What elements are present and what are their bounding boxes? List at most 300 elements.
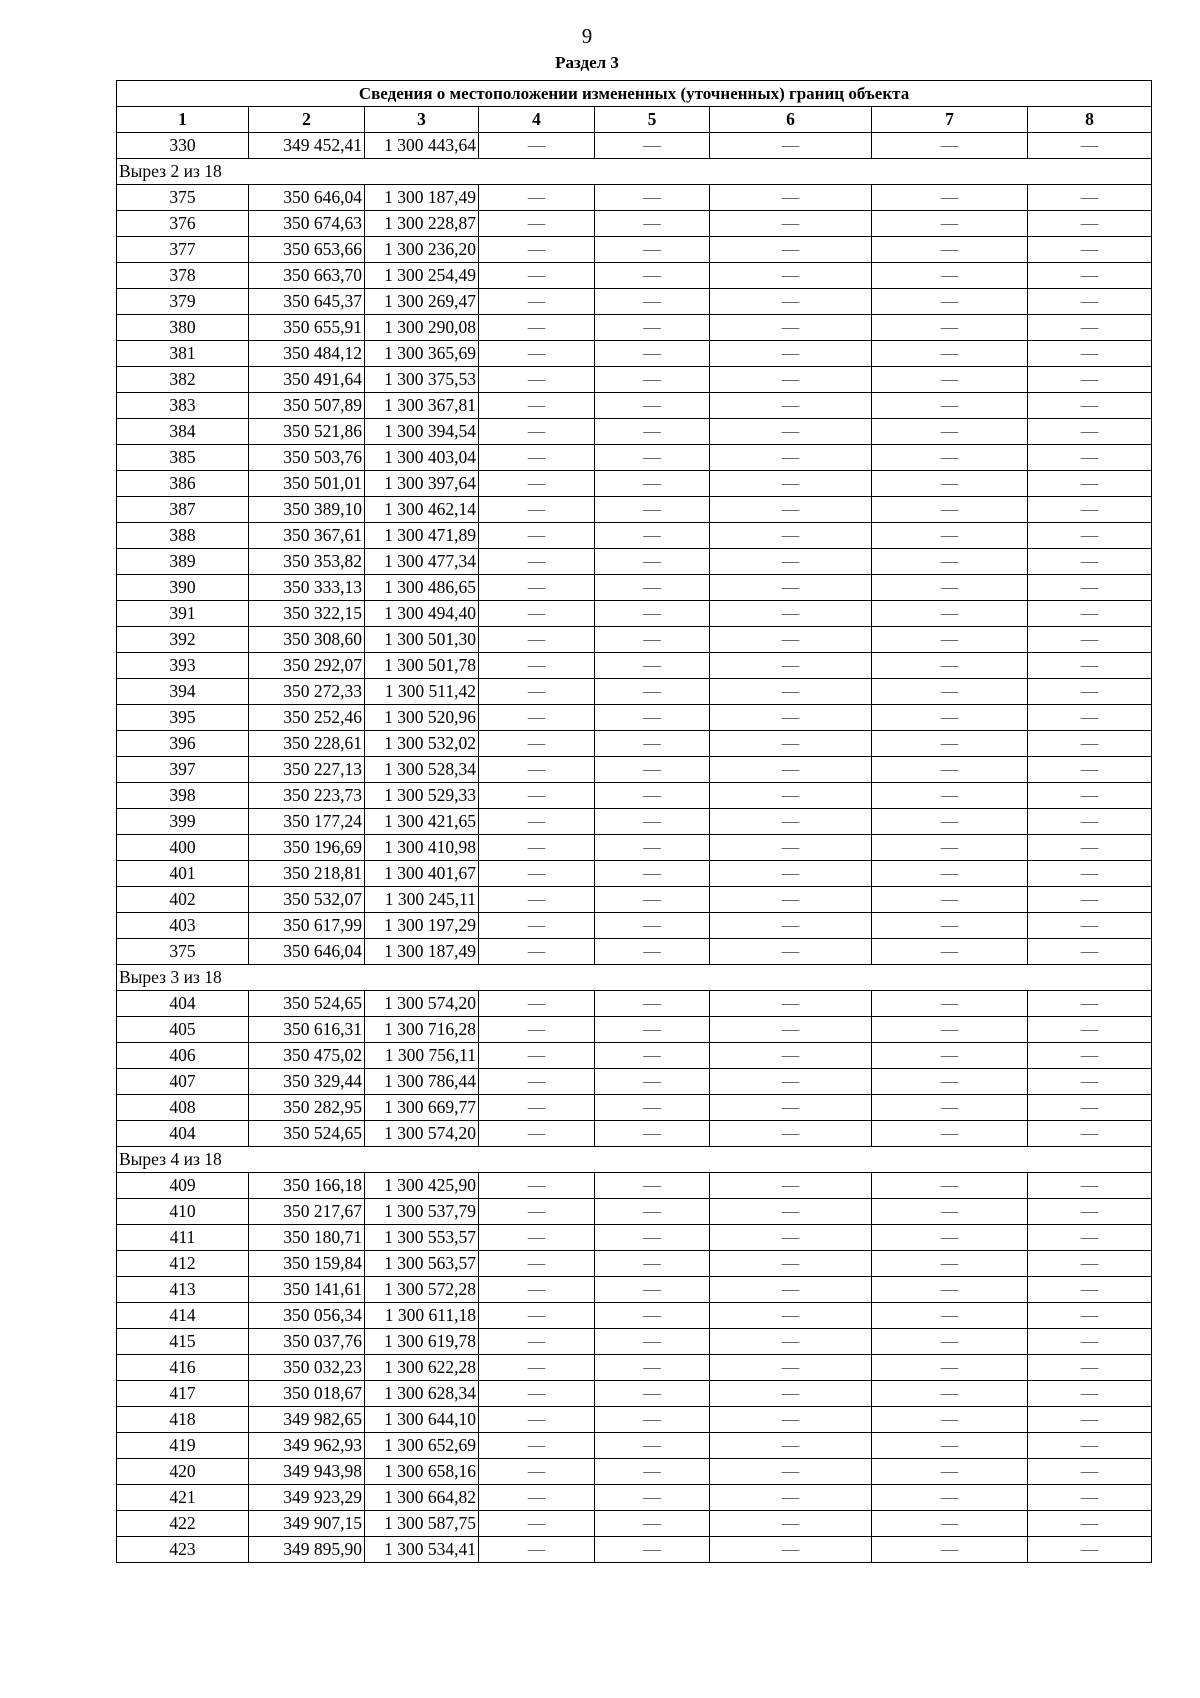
dash-mark: — [940, 1227, 959, 1247]
dash-mark: — [781, 447, 800, 467]
x-coordinate-cell: 350 227,13 [249, 757, 365, 783]
dash-mark: — [527, 681, 546, 701]
dash-mark: — [527, 1071, 546, 1091]
empty-value-cell [479, 419, 595, 445]
empty-value-cell [872, 315, 1028, 341]
dash-mark: — [643, 681, 661, 701]
y-coordinate-cell: 1 300 410,98 [365, 835, 479, 861]
point-number-cell: 409 [117, 1173, 249, 1199]
y-coordinate-cell: 1 300 664,82 [365, 1485, 479, 1511]
empty-value-cell [872, 1303, 1028, 1329]
table-row [117, 679, 1152, 705]
dash-mark: — [940, 1253, 959, 1273]
dash-mark: — [527, 889, 546, 909]
empty-value-cell [872, 185, 1028, 211]
dash-mark: — [1080, 1253, 1099, 1273]
empty-value-cell [479, 783, 595, 809]
dash-mark: — [1080, 187, 1099, 207]
dash-mark: — [1080, 1045, 1099, 1065]
empty-value-cell [710, 627, 872, 653]
empty-value-cell [595, 1017, 710, 1043]
dash-mark: — [527, 941, 546, 961]
dash-mark: — [781, 317, 800, 337]
empty-value-cell [872, 471, 1028, 497]
empty-value-cell [710, 913, 872, 939]
dash-mark: — [527, 655, 546, 675]
table-row [117, 211, 1152, 237]
empty-value-cell [710, 185, 872, 211]
point-number-cell: 377 [117, 237, 249, 263]
empty-value-cell [872, 1069, 1028, 1095]
empty-value-cell [872, 497, 1028, 523]
empty-value-cell [872, 445, 1028, 471]
empty-value-cell [479, 1303, 595, 1329]
table-row [117, 497, 1152, 523]
dash-mark: — [527, 265, 546, 285]
x-coordinate-cell: 350 389,10 [249, 497, 365, 523]
empty-value-cell [479, 497, 595, 523]
dash-mark: — [781, 655, 800, 675]
empty-value-cell [1028, 601, 1152, 627]
empty-value-cell [595, 1381, 710, 1407]
dash-mark: — [1080, 265, 1099, 285]
empty-value-cell [1028, 471, 1152, 497]
point-number-cell: 420 [117, 1459, 249, 1485]
y-coordinate-cell: 1 300 375,53 [365, 367, 479, 393]
dash-mark: — [781, 1357, 800, 1377]
dash-mark: — [643, 1175, 661, 1195]
y-coordinate-cell: 1 300 563,57 [365, 1251, 479, 1277]
empty-value-cell [710, 835, 872, 861]
dash-mark: — [1080, 603, 1099, 623]
dash-mark: — [781, 785, 800, 805]
dash-mark: — [781, 1487, 800, 1507]
empty-value-cell [710, 1173, 872, 1199]
dash-mark: — [527, 1123, 546, 1143]
point-number-cell: 405 [117, 1017, 249, 1043]
empty-value-cell [595, 1095, 710, 1121]
empty-value-cell [479, 1173, 595, 1199]
x-coordinate-cell: 350 663,70 [249, 263, 365, 289]
x-coordinate-cell: 350 272,33 [249, 679, 365, 705]
dash-mark: — [940, 395, 959, 415]
empty-value-cell [710, 1381, 872, 1407]
empty-value-cell [595, 1485, 710, 1511]
dash-mark: — [940, 759, 959, 779]
dash-mark: — [781, 915, 800, 935]
point-number-cell: 422 [117, 1511, 249, 1537]
empty-value-cell [479, 809, 595, 835]
dash-mark: — [781, 1097, 800, 1117]
dash-mark: — [643, 1487, 661, 1507]
dash-mark: — [527, 1227, 546, 1247]
dash-mark: — [781, 681, 800, 701]
empty-value-cell [1028, 289, 1152, 315]
empty-value-cell [479, 211, 595, 237]
dash-mark: — [940, 811, 959, 831]
empty-value-cell [872, 601, 1028, 627]
boundary-coordinates-table [116, 80, 1152, 1563]
table-row [117, 263, 1152, 289]
y-coordinate-cell: 1 300 652,69 [365, 1433, 479, 1459]
y-coordinate-cell: 1 300 574,20 [365, 991, 479, 1017]
empty-value-cell [595, 471, 710, 497]
table-row [117, 133, 1152, 159]
column-header: 1 [117, 107, 249, 133]
empty-value-cell [1028, 185, 1152, 211]
empty-value-cell [710, 341, 872, 367]
empty-value-cell [872, 809, 1028, 835]
empty-value-cell [479, 705, 595, 731]
column-header: 4 [479, 107, 595, 133]
table-row [117, 1511, 1152, 1537]
dash-mark: — [940, 1305, 959, 1325]
dash-mark: — [1080, 291, 1099, 311]
dash-mark: — [781, 733, 800, 753]
point-number-cell: 382 [117, 367, 249, 393]
empty-value-cell [595, 133, 710, 159]
empty-value-cell [1028, 731, 1152, 757]
dash-mark: — [527, 343, 546, 363]
dash-mark: — [781, 187, 800, 207]
table-row [117, 1199, 1152, 1225]
point-number-cell: 384 [117, 419, 249, 445]
dash-mark: — [527, 239, 546, 259]
table-row [117, 315, 1152, 341]
empty-value-cell [479, 263, 595, 289]
dash-mark: — [643, 603, 661, 623]
empty-value-cell [710, 445, 872, 471]
x-coordinate-cell: 349 943,98 [249, 1459, 365, 1485]
empty-value-cell [1028, 1459, 1152, 1485]
dash-mark: — [781, 343, 800, 363]
dash-mark: — [1080, 1487, 1099, 1507]
empty-value-cell [710, 939, 872, 965]
empty-value-cell [479, 887, 595, 913]
x-coordinate-cell: 350 653,66 [249, 237, 365, 263]
group-label: Вырез 4 из 18 [117, 1147, 1152, 1173]
dash-mark: — [940, 1357, 959, 1377]
table-row [117, 861, 1152, 887]
dash-mark: — [643, 707, 661, 727]
x-coordinate-cell: 350 507,89 [249, 393, 365, 419]
dash-mark: — [940, 1097, 959, 1117]
table-row [117, 1173, 1152, 1199]
dash-mark: — [527, 1487, 546, 1507]
empty-value-cell [595, 939, 710, 965]
dash-mark: — [1080, 525, 1099, 545]
point-number-cell: 410 [117, 1199, 249, 1225]
point-number-cell: 407 [117, 1069, 249, 1095]
dash-mark: — [643, 1305, 661, 1325]
empty-value-cell [1028, 627, 1152, 653]
dash-mark: — [940, 1071, 959, 1091]
dash-mark: — [1080, 421, 1099, 441]
dash-mark: — [940, 551, 959, 571]
dash-mark: — [1080, 889, 1099, 909]
empty-value-cell [710, 1485, 872, 1511]
empty-value-cell [595, 1537, 710, 1563]
empty-value-cell [710, 653, 872, 679]
empty-value-cell [1028, 393, 1152, 419]
dash-mark: — [1080, 317, 1099, 337]
empty-value-cell [1028, 1381, 1152, 1407]
empty-value-cell [1028, 1173, 1152, 1199]
dash-mark: — [527, 187, 546, 207]
empty-value-cell [872, 1225, 1028, 1251]
point-number-cell: 406 [117, 1043, 249, 1069]
empty-value-cell [1028, 237, 1152, 263]
empty-value-cell [872, 1381, 1028, 1407]
table-row [117, 991, 1152, 1017]
dash-mark: — [1080, 551, 1099, 571]
point-number-cell: 413 [117, 1277, 249, 1303]
empty-value-cell [595, 367, 710, 393]
empty-value-cell [595, 1043, 710, 1069]
column-header: 2 [249, 107, 365, 133]
empty-value-cell [479, 1511, 595, 1537]
empty-value-cell [1028, 653, 1152, 679]
dash-mark: — [1080, 1123, 1099, 1143]
dash-mark: — [643, 135, 661, 155]
empty-value-cell [595, 1121, 710, 1147]
y-coordinate-cell: 1 300 394,54 [365, 419, 479, 445]
y-coordinate-cell: 1 300 494,40 [365, 601, 479, 627]
empty-value-cell [1028, 263, 1152, 289]
empty-value-cell [479, 1433, 595, 1459]
y-coordinate-cell: 1 300 425,90 [365, 1173, 479, 1199]
point-number-cell: 408 [117, 1095, 249, 1121]
empty-value-cell [479, 1381, 595, 1407]
x-coordinate-cell: 350 674,63 [249, 211, 365, 237]
point-number-cell: 394 [117, 679, 249, 705]
dash-mark: — [643, 941, 661, 961]
dash-mark: — [643, 291, 661, 311]
table-row [117, 757, 1152, 783]
dash-mark: — [527, 291, 546, 311]
table-row [117, 1407, 1152, 1433]
empty-value-cell [872, 419, 1028, 445]
dash-mark: — [527, 1175, 546, 1195]
point-number-cell: 381 [117, 341, 249, 367]
empty-value-cell [872, 653, 1028, 679]
empty-value-cell [710, 705, 872, 731]
point-number-cell: 423 [117, 1537, 249, 1563]
dash-mark: — [1080, 447, 1099, 467]
empty-value-cell [479, 523, 595, 549]
dash-mark: — [781, 993, 800, 1013]
empty-value-cell [595, 783, 710, 809]
empty-value-cell [872, 1485, 1028, 1511]
dash-mark: — [781, 499, 800, 519]
table-row [117, 471, 1152, 497]
y-coordinate-cell: 1 300 245,11 [365, 887, 479, 913]
dash-mark: — [781, 1435, 800, 1455]
y-coordinate-cell: 1 300 574,20 [365, 1121, 479, 1147]
y-coordinate-cell: 1 300 537,79 [365, 1199, 479, 1225]
empty-value-cell [710, 1459, 872, 1485]
x-coordinate-cell: 350 018,67 [249, 1381, 365, 1407]
dash-mark: — [781, 369, 800, 389]
empty-value-cell [595, 757, 710, 783]
dash-mark: — [527, 1383, 546, 1403]
dash-mark: — [781, 1279, 800, 1299]
dash-mark: — [643, 317, 661, 337]
x-coordinate-cell: 350 333,13 [249, 575, 365, 601]
empty-value-cell [872, 263, 1028, 289]
dash-mark: — [527, 577, 546, 597]
x-coordinate-cell: 350 252,46 [249, 705, 365, 731]
dash-mark: — [527, 1539, 546, 1559]
empty-value-cell [710, 783, 872, 809]
dash-mark: — [781, 525, 800, 545]
dash-mark: — [527, 1305, 546, 1325]
x-coordinate-cell: 350 521,86 [249, 419, 365, 445]
table-row [117, 1381, 1152, 1407]
empty-value-cell [479, 861, 595, 887]
dash-mark: — [781, 759, 800, 779]
empty-value-cell [710, 133, 872, 159]
point-number-cell: 398 [117, 783, 249, 809]
empty-value-cell [595, 1511, 710, 1537]
y-coordinate-cell: 1 300 421,65 [365, 809, 479, 835]
empty-value-cell [479, 1043, 595, 1069]
dash-mark: — [643, 915, 661, 935]
dash-mark: — [527, 1279, 546, 1299]
point-number-cell: 411 [117, 1225, 249, 1251]
group-label: Вырез 3 из 18 [117, 965, 1152, 991]
dash-mark: — [940, 603, 959, 623]
empty-value-cell [1028, 497, 1152, 523]
empty-value-cell [595, 1199, 710, 1225]
dash-mark: — [643, 1279, 661, 1299]
dash-mark: — [1080, 681, 1099, 701]
empty-value-cell [1028, 1407, 1152, 1433]
empty-value-cell [1028, 783, 1152, 809]
dash-mark: — [643, 889, 661, 909]
x-coordinate-cell: 350 655,91 [249, 315, 365, 341]
empty-value-cell [479, 1459, 595, 1485]
empty-value-cell [872, 939, 1028, 965]
empty-value-cell [1028, 991, 1152, 1017]
empty-value-cell [1028, 1433, 1152, 1459]
empty-value-cell [595, 289, 710, 315]
empty-value-cell [595, 601, 710, 627]
empty-value-cell [479, 315, 595, 341]
table-row [117, 237, 1152, 263]
dash-mark: — [527, 837, 546, 857]
empty-value-cell [479, 341, 595, 367]
dash-mark: — [1080, 629, 1099, 649]
column-header: 5 [595, 107, 710, 133]
empty-value-cell [479, 1537, 595, 1563]
y-coordinate-cell: 1 300 511,42 [365, 679, 479, 705]
group-header-row [117, 965, 1152, 991]
empty-value-cell [1028, 1199, 1152, 1225]
empty-value-cell [872, 237, 1028, 263]
empty-value-cell [872, 1121, 1028, 1147]
empty-value-cell [479, 653, 595, 679]
dash-mark: — [527, 1357, 546, 1377]
y-coordinate-cell: 1 300 520,96 [365, 705, 479, 731]
empty-value-cell [710, 1043, 872, 1069]
table-row [117, 705, 1152, 731]
y-coordinate-cell: 1 300 553,57 [365, 1225, 479, 1251]
y-coordinate-cell: 1 300 716,28 [365, 1017, 479, 1043]
dash-mark: — [1080, 1201, 1099, 1221]
dash-mark: — [527, 863, 546, 883]
dash-mark: — [643, 1201, 661, 1221]
dash-mark: — [940, 915, 959, 935]
empty-value-cell [1028, 835, 1152, 861]
group-label: Вырез 2 из 18 [117, 159, 1152, 185]
point-number-cell: 404 [117, 1121, 249, 1147]
dash-mark: — [781, 1539, 800, 1559]
y-coordinate-cell: 1 300 669,77 [365, 1095, 479, 1121]
table-row [117, 185, 1152, 211]
table-row [117, 445, 1152, 471]
table-row [117, 1485, 1152, 1511]
dash-mark: — [643, 1357, 661, 1377]
y-coordinate-cell: 1 300 486,65 [365, 575, 479, 601]
x-coordinate-cell: 350 503,76 [249, 445, 365, 471]
dash-mark: — [527, 1409, 546, 1429]
empty-value-cell [872, 835, 1028, 861]
dash-mark: — [527, 317, 546, 337]
dash-mark: — [781, 889, 800, 909]
empty-value-cell [1028, 1095, 1152, 1121]
empty-value-cell [710, 757, 872, 783]
point-number-cell: 330 [117, 133, 249, 159]
empty-value-cell [710, 887, 872, 913]
empty-value-cell [872, 679, 1028, 705]
empty-value-cell [595, 497, 710, 523]
empty-value-cell [479, 757, 595, 783]
dash-mark: — [1080, 1019, 1099, 1039]
y-coordinate-cell: 1 300 269,47 [365, 289, 479, 315]
point-number-cell: 396 [117, 731, 249, 757]
dash-mark: — [940, 1045, 959, 1065]
dash-mark: — [643, 863, 661, 883]
table-row [117, 393, 1152, 419]
y-coordinate-cell: 1 300 528,34 [365, 757, 479, 783]
dash-mark: — [643, 213, 661, 233]
y-coordinate-cell: 1 300 471,89 [365, 523, 479, 549]
empty-value-cell [872, 341, 1028, 367]
empty-value-cell [595, 1407, 710, 1433]
dash-mark: — [1080, 811, 1099, 831]
dash-mark: — [940, 1201, 959, 1221]
dash-mark: — [781, 1045, 800, 1065]
empty-value-cell [1028, 1355, 1152, 1381]
dash-mark: — [643, 369, 661, 389]
point-number-cell: 379 [117, 289, 249, 315]
y-coordinate-cell: 1 300 443,64 [365, 133, 479, 159]
empty-value-cell [872, 913, 1028, 939]
page-number: 9 [581, 24, 593, 48]
y-coordinate-cell: 1 300 367,81 [365, 393, 479, 419]
table-row [117, 887, 1152, 913]
dash-mark: — [940, 681, 959, 701]
section-title: Раздел 3 [555, 53, 619, 72]
dash-mark: — [940, 941, 959, 961]
x-coordinate-cell: 350 180,71 [249, 1225, 365, 1251]
empty-value-cell [595, 1173, 710, 1199]
dash-mark: — [643, 655, 661, 675]
empty-value-cell [710, 809, 872, 835]
table-row [117, 523, 1152, 549]
table-row [117, 939, 1152, 965]
